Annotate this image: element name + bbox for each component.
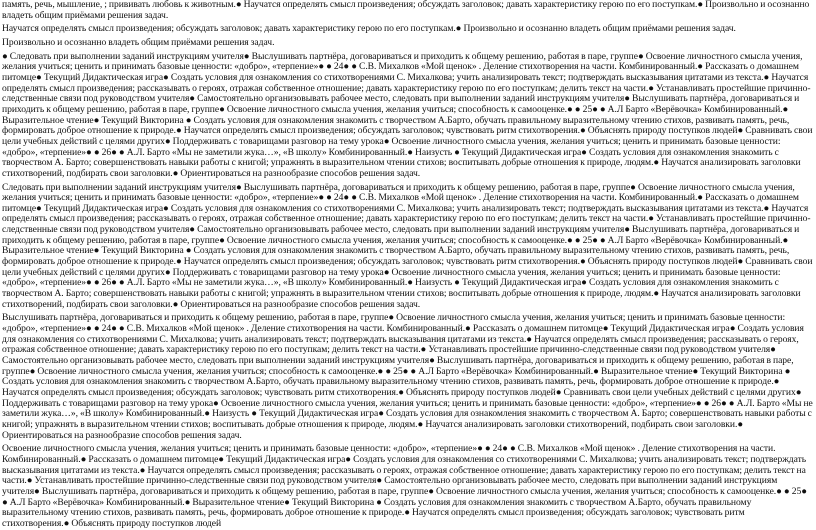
paragraph-4: ● Следовать при выполнении заданий инструкциям учителя● Выслушивать партнёра, договариваться и приходить к общему решению, работая в паре, группе● Освоение личностного смысла учения, желания учиться; ценить и принимать базовые ценности: «добро», «терпение»● ● 24● ● С.В. Михалков «Мой щенок» . Деление стихотворения на части. Комбинированный.● Рассказать о домашнем питомце● Текущий Дидактическая игра● Создать условия для ознакомления со стихотворениями С. Михалкова; учить анализировать текст; подтверждать высказывания цитатами из текста.● Научатся определять смысл произведения; рассказывать о героях, отражая собственное отношение; давать характеристику герою по его поступкам; делить текст на части.● Устанавливать простейшие причинно-следственные связи под руководством учителя● Самостоятельно организовывать рабочее место, следовать при выполнении заданий инструкциям учителя● Выслушивать партнёра, договариваться и приходить к общему решению, работая в паре, группе● Освоение личностного смысла учения, желания учиться; способность к самооценке.● ● 25● ● А.Л Барто «Верёвочка» Комбинированный.● Выразительное чтение● Текущий Викторина ● Создать условия для ознакомления знакомить с творчеством А.Барто, обучать правильному выразительному чтению стихов, развивать память, речь, формировать доброе отношение к природе.● Научатся определять смысл произведения; обсуждать заголовок; чувствовать ритм стихотворения.● Объяснять природу поступков людей● Сравнивать свои цели учебных действий с целями других● Поддерживать с товарищами разговор на тему урока● Освоение личностного смысла учения, желания учиться; ценить и принимать базовые ценности: «добро», «терпение»● ● 26● ● А.Л. Барто «Мы не заметили жука…», «В школу» Комбинированный.● Наизусть ● Текущий Дидактическая игра● Создать условия для ознакомления знакомить с творчеством А. Барто; совершенствовать навыки работы с книгой; упражнять в выразительном чтении стихов; воспитывать добрые отношения к природе, людям.● Научатся анализировать заголовки стихотворений, подбирать свои заголовки.● Ориентироваться на разнообразие способов решения задач. [2, 50, 813, 179]
paragraph-7: Освоение личностного смысла учения, желания учиться; ценить и принимать базовые ценности: «добро», «терпение»● ● 24● ● С.В. Михалков «Мой щенок» . Деление стихотворения на части. Комбинированный.● Рассказать о домашнем питомце● Текущий Дидактическая игра● Создать условия для ознакомления со стихотворениями С. Михалкова; учить анализировать текст; подтверждать высказывания цитатами из текста.● Научатся определять смысл произведения; рассказывать о героях, отражая собственное отношение; давать характеристику герою по его поступкам; делить текст на части.● Устанавливать простейшие причинно-следственные связи под руководством учителя● Самостоятельно организовывать рабочее место, следовать при выполнении заданий инструкциям учителя● Выслушивать партнёра, договариваться и приходить к общему решению, работая в паре, группе● Освоение личностного смысла учения, желания учиться; способность к самооценке.● ● 25● ● А.Л Барто «Верёвочка» Комбинированный.● Выразительное чтение● Текущий Викторина ● Создать условия для ознакомления знакомить с творчеством А.Барто, обучать правильному выразительному чтению стихов, развивать память, речь, формировать доброе отношение к природе.● Научатся определять смысл произведения; обсуждать заголовок; чувствовать ритм стихотворения.● Объяснять природу поступков людей [2, 443, 807, 529]
paragraph-2: Научатся определять смысл произведения; обсуждать заголовок; давать характеристику герою по его поступкам.● Произвольно и осознанно владеть общим приёмами решения задач. [2, 23, 736, 35]
paragraph-1: память, речь, мышление, ; прививать любовь к животным.● Научатся определять смысл произведения; обсуждать заголовок; давать характеристику герою по его поступкам.● Произвольно и осознанно владеть общим приёмами решения задач. [2, 0, 810, 21]
paragraph-3: Произвольно и осознанно владеть общим приёмами решения задач. [2, 36, 275, 48]
paragraph-6: Выслушивать партнёра, договариваться и приходить к общему решению, работая в паре, группе● Освоение личностного смысла учения, желания учиться; ценить и принимать базовые ценности: «добро», «терпение»● ● 24● ● С.В. Михалков «Мой щенок» . Деление стихотворения на части. Комбинированный.● Рассказать о домашнем питомце● Текущий Дидактическая игра● Создать условия для ознакомления со стихотворениями С. Михалкова; учить анализировать текст; подтверждать высказывания цитатами из текста.● Научатся определять смысл произведения; рассказывать о героях, отражая собственное отношение; давать характеристику герою по его поступкам; делить текст на части.● Устанавливать простейшие причинно-следственные связи под руководством учителя● Самостоятельно организовывать рабочее место, следовать при выполнении заданий инструкциям учителя● Выслушивать партнёра, договариваться и приходить к общему решению, работая в паре, группе● Освоение личностного смысла учения, желания учиться; способность к самооценке.● ● 25● ● А.Л Барто «Верёвочка» Комбинированный.● Выразительное чтение● Текущий Викторина ● Создать условия для ознакомления знакомить с творчеством А.Барто, обучать правильному выразительному чтению стихов, развивать память, речь, формировать доброе отношение к природе.● Научатся определять смысл произведения; обсуждать заголовок; чувствовать ритм стихотворения.● Объяснять природу поступков людей● Сравнивать свои цели учебных действий с целями других● Поддерживать с товарищами разговор на тему урока● Освоение личностного смысла учения, желания учиться; ценить и принимать базовые ценности: «добро», «терпение»● ● 26● ● А.Л. Барто «Мы не заметили жука…», «В школу» Комбинированный.● Наизусть ● Текущий Дидактическая игра● Создать условия для ознакомления знакомить с творчеством А. Барто; совершенствовать навыки работы с книгой; упражнять в выразительном чтении стихов; воспитывать добрые отношения к природе, людям.● Научатся анализировать заголовки стихотворений, подбирать свои заголовки.● Ориентироваться на разнообразие способов решения задач. [2, 312, 813, 441]
paragraph-5: Следовать при выполнении заданий инструкциям учителя● Выслушивать партнёра, договариваться и приходить к общему решению, работая в паре, группе● Освоение личностного смысла учения, желания учиться; ценить и принимать базовые ценности: «добро», «терпение»● ● 24● ● С.В. Михалков «Мой щенок» . Деление стихотворения на части. Комбинированный.● Рассказать о домашнем питомце● Текущий Дидактическая игра● Создать условия для ознакомления со стихотворениями С. Михалкова; учить анализировать текст; подтверждать высказывания цитатами из текста.● Научатся определять смысл произведения; рассказывать о героях, отражая собственное отношение; давать характеристику герою по его поступкам; делить текст на части.● Устанавливать простейшие причинно-следственные связи под руководством учителя● Самостоятельно организовывать рабочее место, следовать при выполнении заданий инструкциям учителя● Выслушивать партнёра, договариваться и приходить к общему решению, работая в паре, группе● Освоение личностного смысла учения, желания учиться; способность к самооценке.● ● 25● ● А.Л Барто «Верёвочка» Комбинированный.● Выразительное чтение● Текущий Викторина ● Создать условия для ознакомления знакомить с творчеством А.Барто, обучать правильному выразительному чтению стихов, развивать память, речь, формировать доброе отношение к природе.● Научатся определять смысл произведения; обсуждать заголовок; чувствовать ритм стихотворения.● Объяснять природу поступков людей● Сравнивать свои цели учебных действий с целями других● Поддерживать с товарищами разговор на тему урока● Освоение личностного смысла учения, желания учиться; ценить и принимать базовые ценности: «добро», «терпение»● ● 26● ● А.Л. Барто «Мы не заметили жука…», «В школу» Комбинированный.● Наизусть ● Текущий Дидактическая игра● Создать условия для ознакомления знакомить с творчеством А. Барто; совершенствовать навыки работы с книгой; упражнять в выразительном чтении стихов; воспитывать добрые отношения к природе, людям.● Научатся анализировать заголовки стихотворений, подбирать свои заголовки.● Ориентироваться на разнообразие способов решения задач. [2, 181, 813, 310]
